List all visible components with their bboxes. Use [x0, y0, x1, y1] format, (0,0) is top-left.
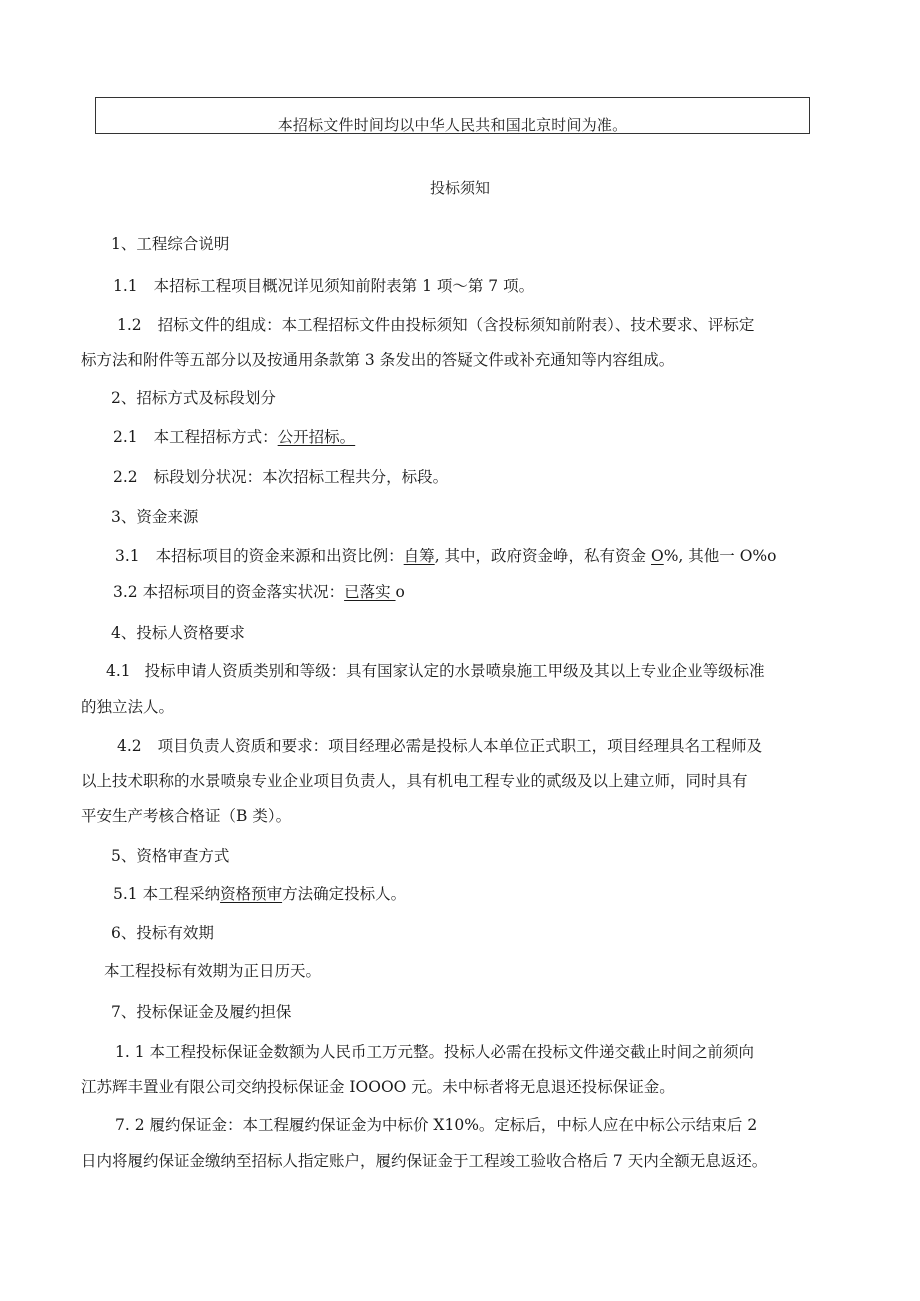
clause-2-2: [113, 467, 448, 487]
clause-2-2-text: 标段划分状况：本次招标工程共分，标段。: [153, 468, 449, 486]
section-5-heading: 5、资格审查方式: [111, 847, 230, 865]
clause-1-1-number: 1.1: [113, 277, 138, 295]
section-3-heading: 3、资金来源: [111, 508, 199, 526]
clause-3-2-pre: 3.2 本招标项目的资金落实状况：: [113, 583, 345, 601]
clause-3-2: [113, 582, 405, 602]
clause-3-1-mid: , 其中，政府资金峥，私有资金: [434, 547, 651, 565]
clause-4-1-line1: [106, 661, 765, 681]
clause-3-1: [115, 546, 776, 566]
clause-2-1-label: 本工程招标方式：: [153, 428, 278, 446]
clause-1-2-line1: [117, 315, 754, 335]
clause-3-1-source: 自筹: [403, 547, 435, 565]
notice-box: [95, 97, 810, 134]
clause-4-1-line2: 的独立法人。: [81, 698, 175, 716]
clause-4-2-line3: 平安生产考核合格证（B 类）。: [81, 807, 292, 825]
clause-4-2-line1: [117, 736, 762, 756]
clause-5-1: [113, 884, 406, 904]
clause-1-2-number: 1.2: [117, 316, 142, 334]
section-6-heading: 6、投标有效期: [111, 924, 214, 942]
section-4-heading: 4、投标人资格要求: [111, 624, 245, 642]
clause-7-2-line2: 日内将履约保证金缴纳至招标人指定账户，履约保证金于工程竣工验收合格后 7 天内全额无息返还。: [81, 1152, 768, 1170]
section-7-heading: 7、投标保证金及履约担保: [111, 1003, 292, 1021]
clause-4-1-text: 投标申请人资质类别和等级：具有国家认定的水景喷泉施工甲级及其以上专业企业等级标准: [144, 662, 765, 680]
clause-1-1: [113, 276, 534, 296]
clause-7-1-line2: 江苏辉丰置业有限公司交纳投标保证金 IOOOO 元。未中标者将无息退还投标保证金。: [81, 1078, 675, 1096]
clause-4-2-text: 项目负责人资质和要求：项目经理必需是投标人本单位正式职工，项目经理具名工程师及: [157, 737, 763, 755]
section-1-heading: 1、工程综合说明: [111, 235, 230, 253]
clause-4-2-number: 4.2: [117, 737, 142, 755]
notice-text: 本招标文件时间均以中华人民共和国北京时间为准。: [277, 116, 628, 134]
clause-3-2-status: 已落实: [344, 583, 396, 601]
clause-2-1: [113, 427, 355, 447]
clause-3-1-pre: 本招标项目的资金来源和出资比例：: [155, 547, 404, 565]
clause-1-2-line2: 标方法和附件等五部分以及按通用条款第 3 条发出的答疑文件或补充通知等内容组成。: [81, 351, 675, 369]
clause-5-1-method: 资格预审: [220, 885, 283, 903]
clause-7-1-line1: 1. 1 本工程投标保证金数额为人民币工万元整。投标人必需在投标文件递交截止时间之前须向: [115, 1043, 755, 1061]
clause-1-2-text: 招标文件的组成：本工程招标文件由投标须知（含投标须知前附表）、技术要求、评标定: [157, 316, 755, 334]
clause-3-1-number: 3.1: [115, 547, 140, 565]
clause-2-1-number: 2.1: [113, 428, 138, 446]
clause-1-1-text: 本招标工程项目概况详见须知前附表第 1 项～第 7 项。: [153, 277, 535, 295]
page-title: 投标须知: [429, 179, 490, 197]
section-2-heading: 2、招标方式及标段划分: [111, 389, 276, 407]
section-6-text: 本工程投标有效期为正日历天。: [104, 962, 322, 980]
clause-3-1-private: O: [650, 547, 664, 565]
clause-2-1-value: 公开招标。: [277, 428, 356, 446]
clause-3-1-post: %, 其他一 O%o: [663, 547, 777, 565]
clause-7-2-line1: 7. 2 履约保证金：本工程履约保证金为中标价 X10%。定标后，中标人应在中标公示结束后 2: [115, 1116, 758, 1134]
clause-5-1-post: 方法确定投标人。: [282, 885, 407, 903]
clause-3-2-post: o: [395, 583, 405, 601]
clause-4-1-number: 4.1: [106, 662, 131, 680]
clause-2-2-number: 2.2: [113, 468, 138, 486]
clause-5-1-pre: 5.1 本工程采纳: [113, 885, 221, 903]
clause-4-2-line2: 以上技术职称的水景喷泉专业企业项目负责人，具有机电工程专业的贰级及以上建立师，同时具有: [81, 772, 748, 790]
